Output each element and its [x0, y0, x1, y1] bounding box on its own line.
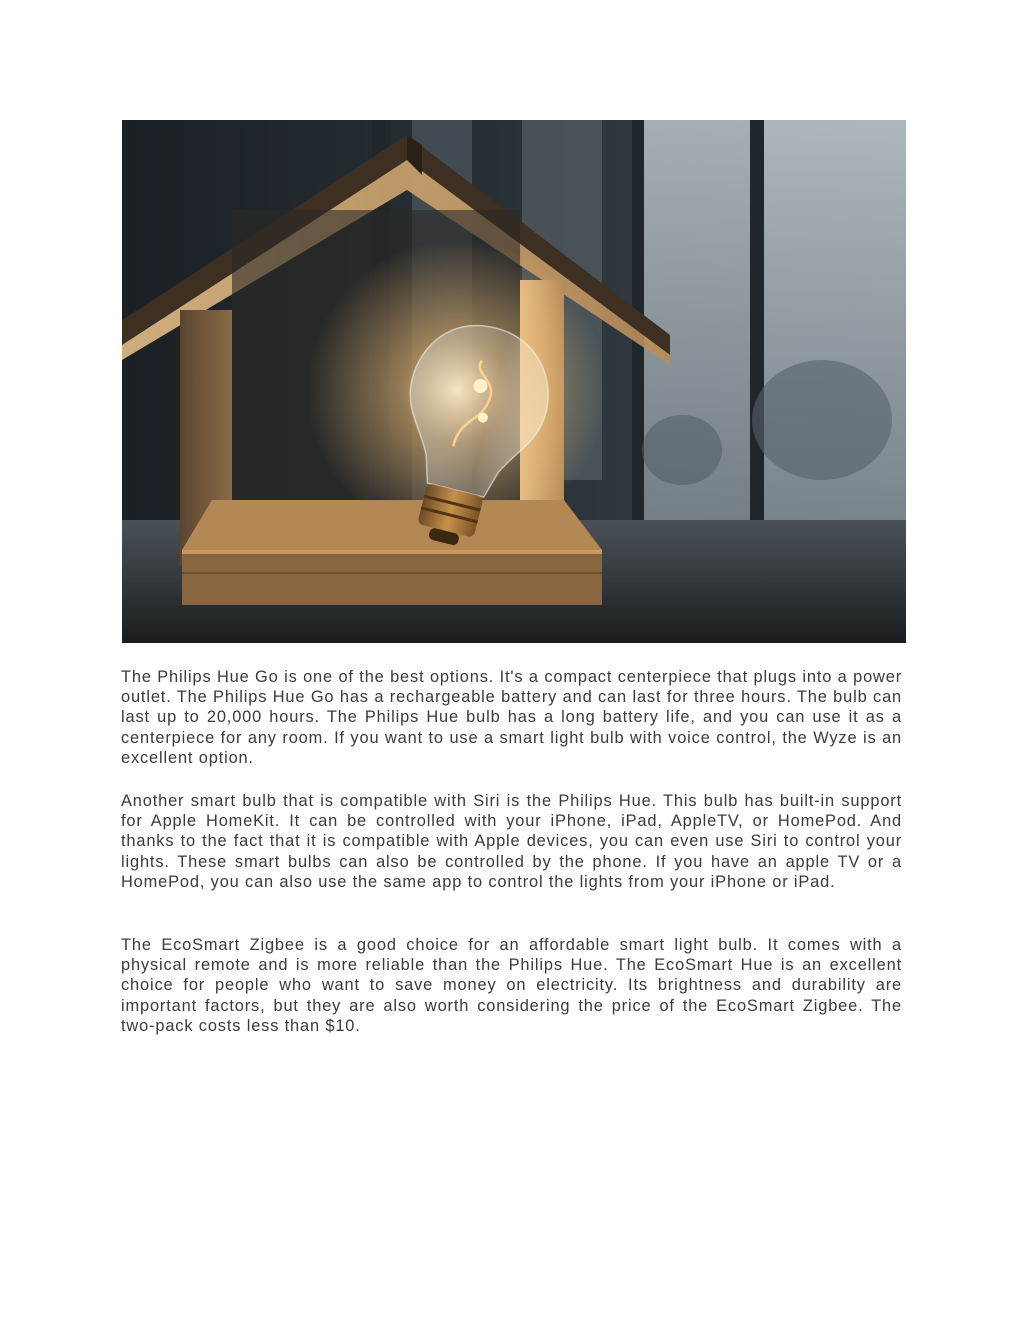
paragraph-philips-hue-go: The Philips Hue Go is one of the best options. It's a compact centerpiece that plugs into a power outlet. The Philips Hue Go has a rechargeable battery and can last for three hours. The bulb can last up to 20,000 hours. The Philips Hue bulb has a long battery life, and you can use it as a centerpiece for any room. If you want to use a smart light bulb with voice control, the Wyze is an excellent option.: [121, 668, 902, 767]
paragraph-philips-hue-siri: Another smart bulb that is compatible with Siri is the Philips Hue. This bulb has built-in support for Apple HomeKit. It can be controlled with your iPhone, iPad, AppleTV, or HomePod. And thanks to the fact that it is compatible with Apple devices, you can even use Siri to control your lights. These smart bulbs can also be controlled by the phone. If you have an apple TV or a HomePod, you can also use the same app to control the lights from your iPhone or iPad.: [121, 792, 902, 891]
paragraph-ecosmart-zigbee: The EcoSmart Zigbee is a good choice for an affordable smart light bulb. It comes with a physical remote and is more reliable than the Philips Hue. The EcoSmart Hue is an excellent choice for people who want to save money on electricity. Its brightness and durability are important factors, but they are also worth considering the price of the EcoSmart Zigbee. The two-pack costs less than $10.: [121, 936, 902, 1035]
photo-illustration: [122, 120, 906, 643]
light-bulb-house-photo: [122, 120, 906, 643]
